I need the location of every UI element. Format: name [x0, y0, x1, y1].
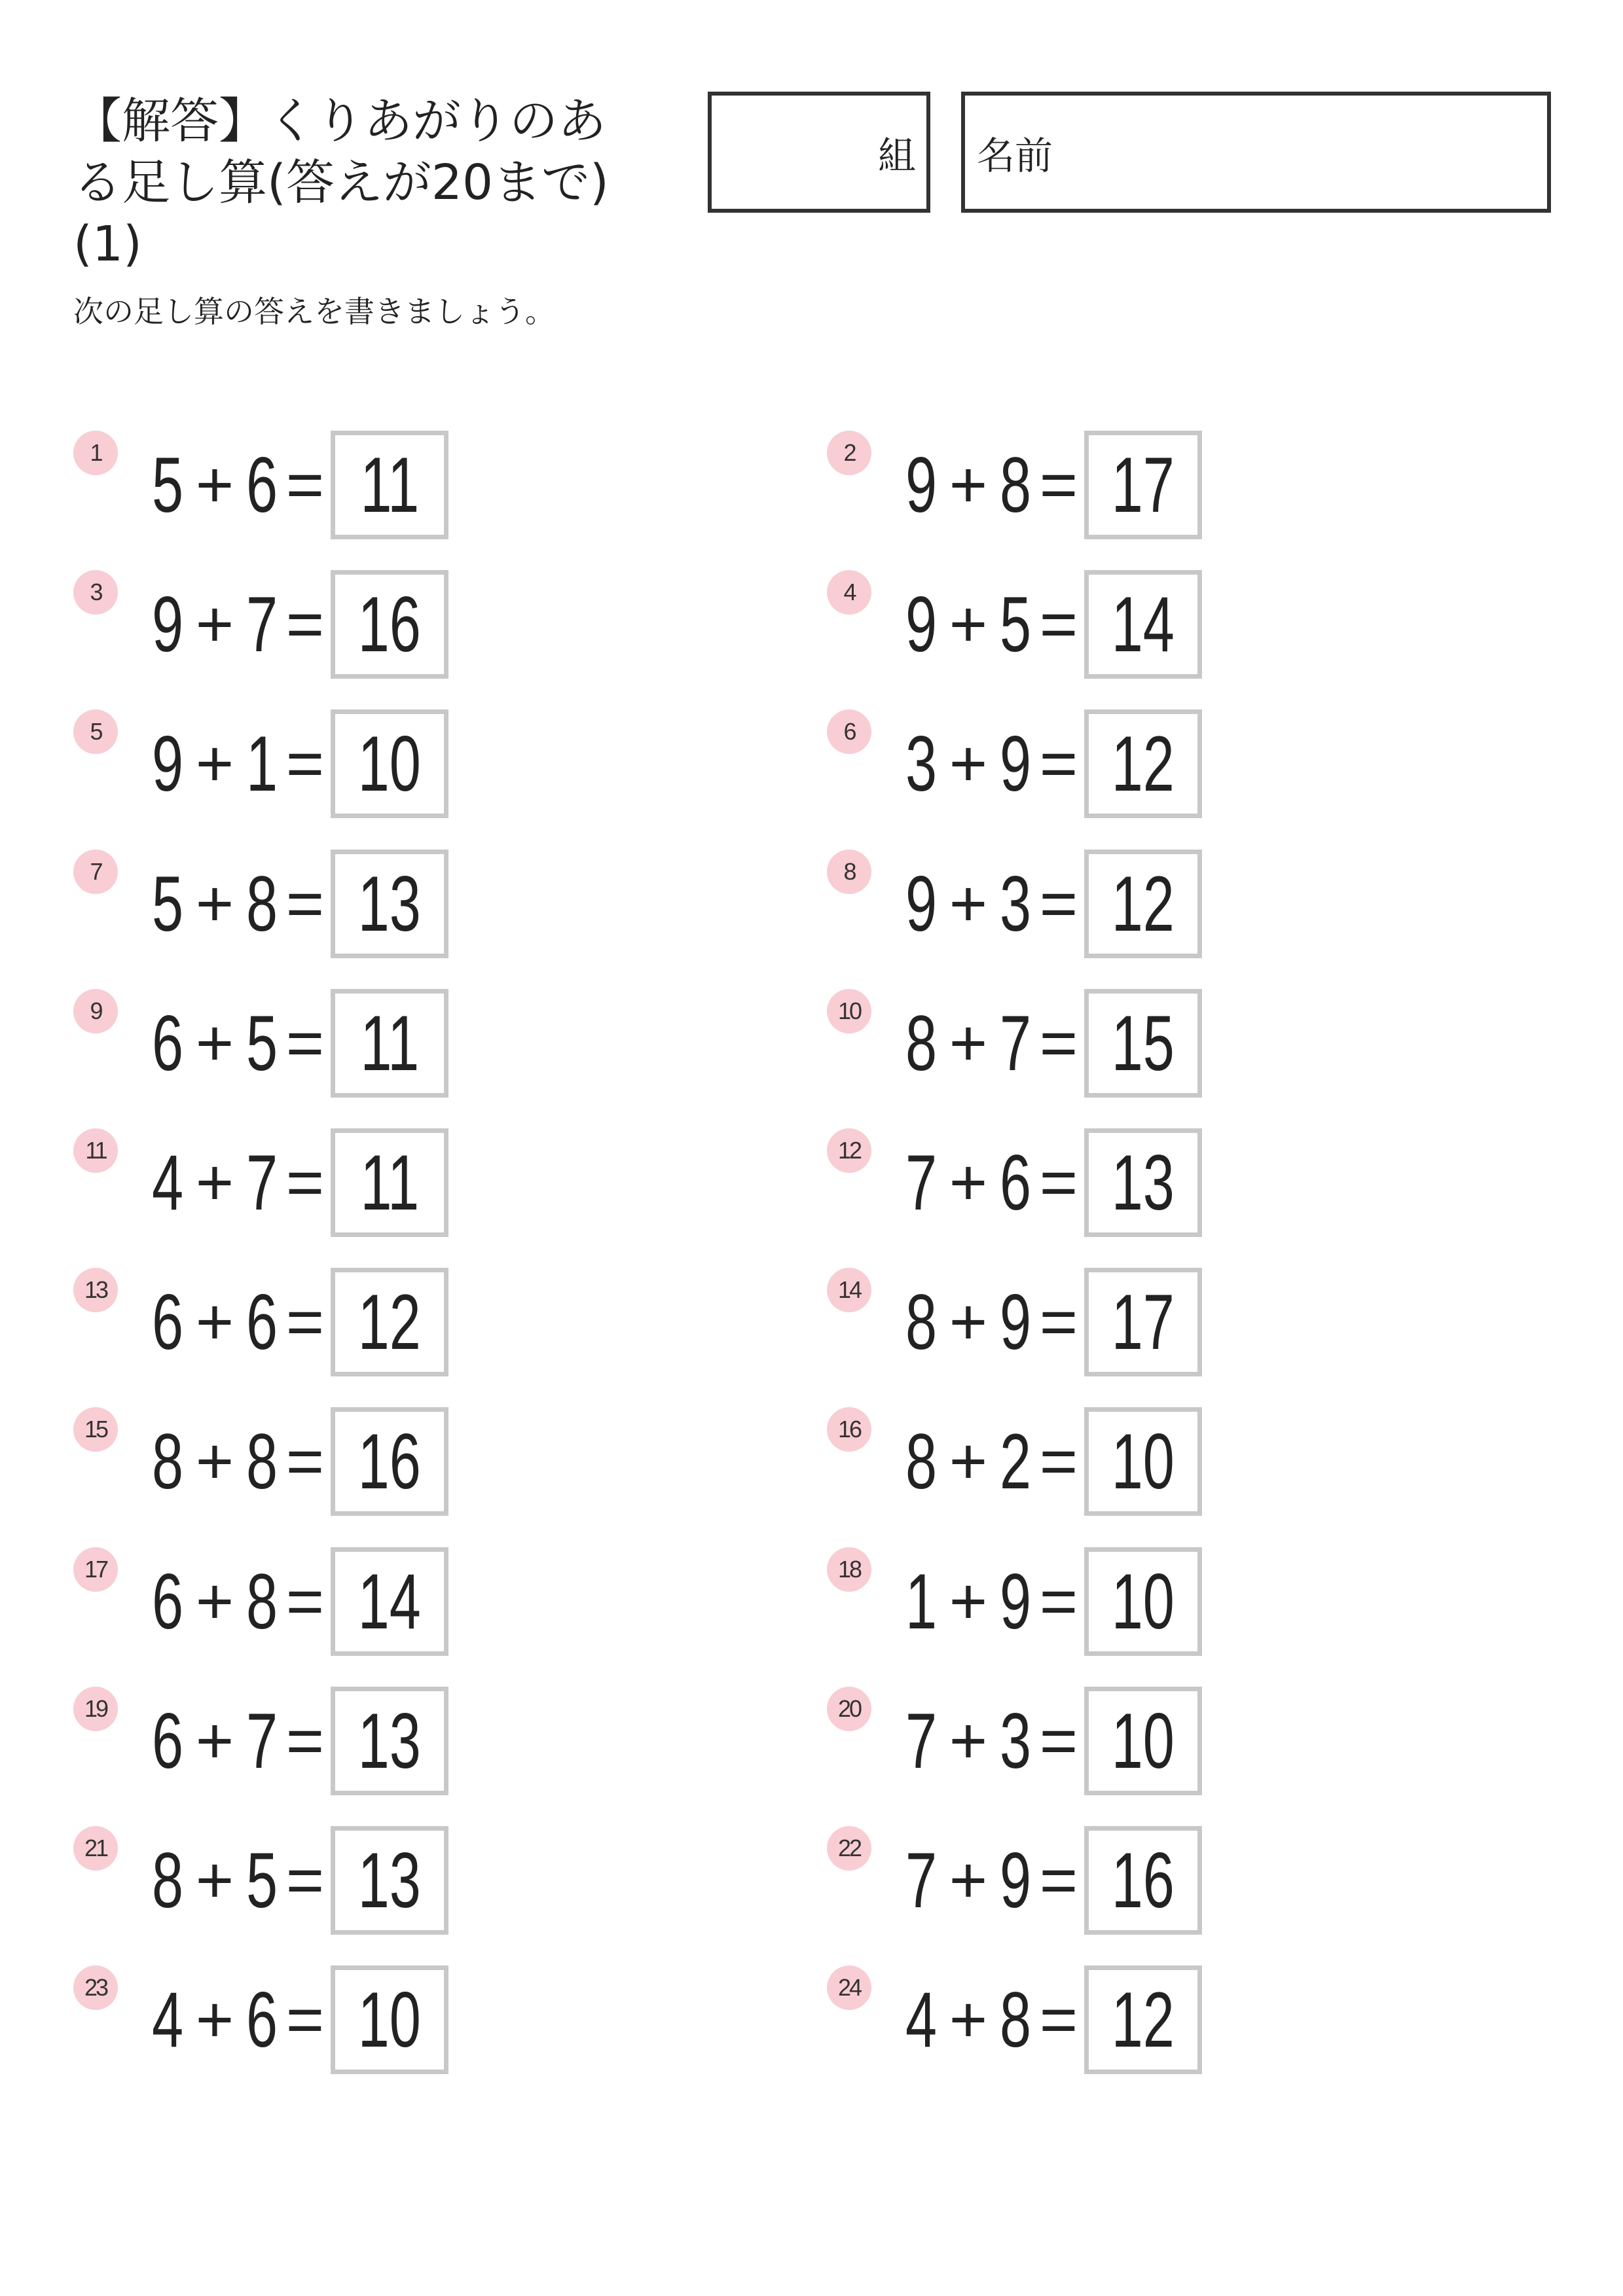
second-addend: 5: [999, 581, 1032, 668]
first-addend: 9: [905, 860, 938, 948]
problem-item: [73, 1547, 663, 1656]
plus-sign: +: [195, 1425, 234, 1498]
problem-item: [73, 989, 663, 1098]
second-addend: 5: [246, 999, 278, 1087]
addition-expression: [899, 1418, 1080, 1505]
answer-box[interactable]: [331, 1547, 448, 1656]
first-addend: 3: [905, 720, 938, 808]
equals-sign: =: [1039, 1285, 1078, 1359]
answer-box[interactable]: [1084, 1965, 1202, 2074]
addition-expression: [899, 1976, 1080, 2064]
problem-item: [827, 1268, 1416, 1376]
plus-sign: +: [949, 867, 988, 941]
answer-value: 14: [1111, 581, 1175, 668]
problem-item: [73, 709, 663, 818]
problem-item: [827, 1826, 1416, 1935]
answer-value: 10: [1111, 1697, 1175, 1785]
first-addend: 8: [151, 1418, 184, 1505]
plus-sign: +: [949, 727, 988, 800]
addition-expression: [145, 999, 326, 1087]
answer-value: 12: [1111, 1976, 1175, 2064]
plus-sign: +: [949, 588, 988, 661]
problem-number-badge: 6: [827, 709, 871, 754]
addition-expression: [899, 720, 1080, 808]
worksheet-title: [73, 90, 663, 275]
answer-box[interactable]: [331, 1407, 448, 1516]
addition-expression: [145, 441, 326, 529]
problem-item: [827, 570, 1416, 679]
equals-sign: =: [285, 1565, 325, 1638]
addition-expression: [899, 1697, 1080, 1785]
problem-item: [73, 850, 663, 958]
answer-value: 12: [1111, 720, 1175, 808]
problem-item: [827, 1687, 1416, 1795]
answer-box[interactable]: [331, 1128, 448, 1237]
second-addend: 7: [999, 999, 1032, 1087]
addition-expression: [145, 1418, 326, 1505]
equals-sign: =: [285, 1844, 325, 1917]
plus-sign: +: [195, 1146, 234, 1219]
equals-sign: =: [285, 1704, 325, 1778]
second-addend: 8: [999, 441, 1032, 529]
answer-box[interactable]: [331, 1687, 448, 1795]
second-addend: 8: [246, 1558, 278, 1645]
answer-value: 16: [1111, 1837, 1175, 1924]
addition-expression: [899, 860, 1080, 948]
equals-sign: =: [1039, 1425, 1078, 1498]
plus-sign: +: [195, 1844, 234, 1917]
answer-value: 16: [357, 1418, 422, 1505]
answer-value: 13: [1111, 1139, 1175, 1227]
second-addend: 9: [999, 1558, 1032, 1645]
equals-sign: =: [285, 1983, 325, 2056]
first-addend: 7: [905, 1697, 938, 1785]
answer-box[interactable]: [331, 1965, 448, 2074]
equals-sign: =: [1039, 1565, 1078, 1638]
answer-value: 11: [360, 999, 419, 1087]
answer-value: 10: [357, 720, 422, 808]
first-addend: 8: [905, 1278, 938, 1366]
answer-value: 10: [1111, 1558, 1175, 1645]
first-addend: 8: [905, 1418, 938, 1505]
answer-value: 16: [357, 581, 422, 668]
answer-value: 10: [1111, 1418, 1175, 1505]
second-addend: 7: [246, 581, 278, 668]
answer-value: 13: [357, 860, 422, 948]
problem-number-badge: 24: [827, 1965, 871, 2010]
answer-box[interactable]: [1084, 1826, 1202, 1935]
addition-expression: [145, 1278, 326, 1366]
problem-item: [73, 570, 663, 679]
problem-number-badge: 9: [73, 989, 118, 1033]
equals-sign: =: [1039, 867, 1078, 941]
first-addend: 8: [151, 1837, 184, 1924]
title-line-3: (1): [73, 216, 142, 272]
problem-number-badge: 17: [73, 1547, 118, 1592]
addition-expression: [899, 999, 1080, 1087]
second-addend: 8: [246, 860, 278, 948]
addition-expression: [145, 1558, 326, 1645]
addition-expression: [899, 1837, 1080, 1924]
equals-sign: =: [1039, 727, 1078, 800]
answer-box[interactable]: [1084, 1268, 1202, 1376]
problem-number-badge: 21: [73, 1826, 118, 1871]
answer-box[interactable]: [1084, 1128, 1202, 1237]
second-addend: 3: [999, 1697, 1032, 1785]
first-addend: 8: [905, 999, 938, 1087]
problem-item: [827, 1547, 1416, 1656]
equals-sign: =: [1039, 448, 1078, 522]
plus-sign: +: [949, 1844, 988, 1917]
equals-sign: =: [285, 1007, 325, 1080]
second-addend: 9: [999, 1278, 1032, 1366]
plus-sign: +: [949, 1007, 988, 1080]
problem-item: [73, 1687, 663, 1795]
addition-expression: [145, 860, 326, 948]
problem-number-badge: 15: [73, 1407, 118, 1452]
problem-item: [827, 1128, 1416, 1237]
problem-item: [73, 1268, 663, 1376]
second-addend: 9: [999, 1837, 1032, 1924]
answer-value: 14: [357, 1558, 422, 1645]
equals-sign: =: [1039, 1146, 1078, 1219]
first-addend: 7: [905, 1139, 938, 1227]
problem-item: [73, 1128, 663, 1237]
second-addend: 5: [246, 1837, 278, 1924]
addition-expression: [145, 581, 326, 668]
plus-sign: +: [949, 448, 988, 522]
problem-item: [73, 1826, 663, 1935]
problem-item: [73, 431, 663, 539]
plus-sign: +: [195, 727, 234, 800]
problem-item: [73, 1407, 663, 1516]
plus-sign: +: [195, 448, 234, 522]
problem-number-badge: 14: [827, 1268, 871, 1312]
addition-expression: [899, 1278, 1080, 1366]
answer-box[interactable]: [1084, 1547, 1202, 1656]
answer-box[interactable]: [331, 570, 448, 679]
second-addend: 2: [999, 1418, 1032, 1505]
problem-number-badge: 11: [73, 1128, 118, 1173]
problem-number-badge: 19: [73, 1687, 118, 1731]
instruction-text: 次の足し算の答えを書きましょう。: [73, 294, 555, 329]
answer-box[interactable]: [1084, 570, 1202, 679]
answer-box[interactable]: [1084, 850, 1202, 958]
plus-sign: +: [195, 588, 234, 661]
answer-value: 12: [1111, 860, 1175, 948]
second-addend: 6: [246, 1278, 278, 1366]
first-addend: 5: [151, 860, 184, 948]
answer-value: 11: [360, 1139, 419, 1227]
addition-expression: [145, 1837, 326, 1924]
title-line-1: 【解答】くりあがりのあ: [73, 93, 606, 149]
answer-box[interactable]: [331, 989, 448, 1098]
problem-item: [827, 1965, 1416, 2074]
problem-item: [827, 431, 1416, 539]
first-addend: 9: [905, 581, 938, 668]
second-addend: 6: [246, 441, 278, 529]
first-addend: 9: [905, 441, 938, 529]
equals-sign: =: [1039, 1704, 1078, 1778]
first-addend: 9: [151, 581, 184, 668]
problem-number-badge: 7: [73, 850, 118, 894]
first-addend: 4: [151, 1139, 184, 1227]
addition-expression: [899, 441, 1080, 529]
problem-item: [827, 709, 1416, 818]
equals-sign: =: [285, 1285, 325, 1359]
plus-sign: +: [949, 1983, 988, 2056]
answer-value: 13: [357, 1697, 422, 1785]
plus-sign: +: [195, 1704, 234, 1778]
addition-expression: [899, 581, 1080, 668]
second-addend: 8: [246, 1418, 278, 1505]
answer-value: 13: [357, 1837, 422, 1924]
plus-sign: +: [949, 1704, 988, 1778]
second-addend: 3: [999, 860, 1032, 948]
first-addend: 4: [151, 1976, 184, 2064]
first-addend: 5: [151, 441, 184, 529]
addition-expression: [145, 1976, 326, 2064]
plus-sign: +: [949, 1146, 988, 1219]
problem-number-badge: 10: [827, 989, 871, 1033]
problem-item: [827, 850, 1416, 958]
first-addend: 7: [905, 1837, 938, 1924]
plus-sign: +: [195, 1983, 234, 2056]
addition-expression: [899, 1139, 1080, 1227]
problem-item: [827, 989, 1416, 1098]
answer-box[interactable]: [331, 1268, 448, 1376]
equals-sign: =: [1039, 1007, 1078, 1080]
equals-sign: =: [285, 867, 325, 941]
answer-box[interactable]: [1084, 1687, 1202, 1795]
answer-value: 15: [1111, 999, 1175, 1087]
problem-number-badge: 13: [73, 1268, 118, 1312]
equals-sign: =: [285, 1425, 325, 1498]
equals-sign: =: [285, 448, 325, 522]
second-addend: 1: [246, 720, 278, 808]
plus-sign: +: [949, 1425, 988, 1498]
answer-box[interactable]: [331, 431, 448, 539]
second-addend: 6: [999, 1139, 1032, 1227]
equals-sign: =: [1039, 1983, 1078, 2056]
class-field[interactable]: [708, 92, 930, 213]
addition-expression: [145, 1697, 326, 1785]
second-addend: 7: [246, 1139, 278, 1227]
answer-box[interactable]: [331, 1826, 448, 1935]
first-addend: 6: [151, 1697, 184, 1785]
first-addend: 9: [151, 720, 184, 808]
first-addend: 4: [905, 1976, 938, 2064]
answer-box[interactable]: [1084, 1407, 1202, 1516]
title-line-2: る足し算(答えが20まで): [73, 154, 609, 211]
answer-value: 17: [1111, 441, 1175, 529]
plus-sign: +: [195, 1007, 234, 1080]
first-addend: 1: [905, 1558, 938, 1645]
equals-sign: =: [285, 1146, 325, 1219]
answer-value: 17: [1111, 1278, 1175, 1366]
addition-expression: [899, 1558, 1080, 1645]
problem-number-badge: 1: [73, 431, 118, 475]
answer-box[interactable]: [1084, 431, 1202, 539]
equals-sign: =: [285, 588, 325, 661]
class-label: 組: [877, 133, 916, 178]
addition-expression: [145, 720, 326, 808]
problem-number-badge: 16: [827, 1407, 871, 1452]
equals-sign: =: [285, 727, 325, 800]
problem-number-badge: 23: [73, 1965, 118, 2010]
problem-number-badge: 18: [827, 1547, 871, 1592]
second-addend: 8: [999, 1976, 1032, 2064]
problem-number-badge: 4: [827, 570, 871, 615]
equals-sign: =: [1039, 588, 1078, 661]
problem-number-badge: 22: [827, 1826, 871, 1871]
equals-sign: =: [1039, 1844, 1078, 1917]
answer-value: 12: [357, 1278, 422, 1366]
addition-expression: [145, 1139, 326, 1227]
problem-number-badge: 8: [827, 850, 871, 894]
first-addend: 6: [151, 1278, 184, 1366]
plus-sign: +: [195, 1285, 234, 1359]
name-label: 名前: [977, 133, 1053, 178]
problem-number-badge: 20: [827, 1687, 871, 1731]
plus-sign: +: [949, 1285, 988, 1359]
plus-sign: +: [195, 867, 234, 941]
plus-sign: +: [195, 1565, 234, 1638]
answer-box[interactable]: [1084, 989, 1202, 1098]
second-addend: 6: [246, 1976, 278, 2064]
answer-box[interactable]: [331, 709, 448, 818]
problem-item: [827, 1407, 1416, 1516]
problem-number-badge: 5: [73, 709, 118, 754]
first-addend: 6: [151, 1558, 184, 1645]
name-field[interactable]: [961, 92, 1551, 213]
second-addend: 7: [246, 1697, 278, 1785]
answer-value: 11: [360, 441, 419, 529]
problem-number-badge: 3: [73, 570, 118, 615]
plus-sign: +: [949, 1565, 988, 1638]
problem-number-badge: 12: [827, 1128, 871, 1173]
answer-box[interactable]: [331, 850, 448, 958]
answer-box[interactable]: [1084, 709, 1202, 818]
second-addend: 9: [999, 720, 1032, 808]
first-addend: 6: [151, 999, 184, 1087]
problem-number-badge: 2: [827, 431, 871, 475]
answer-value: 10: [357, 1976, 422, 2064]
problem-item: [73, 1965, 663, 2074]
